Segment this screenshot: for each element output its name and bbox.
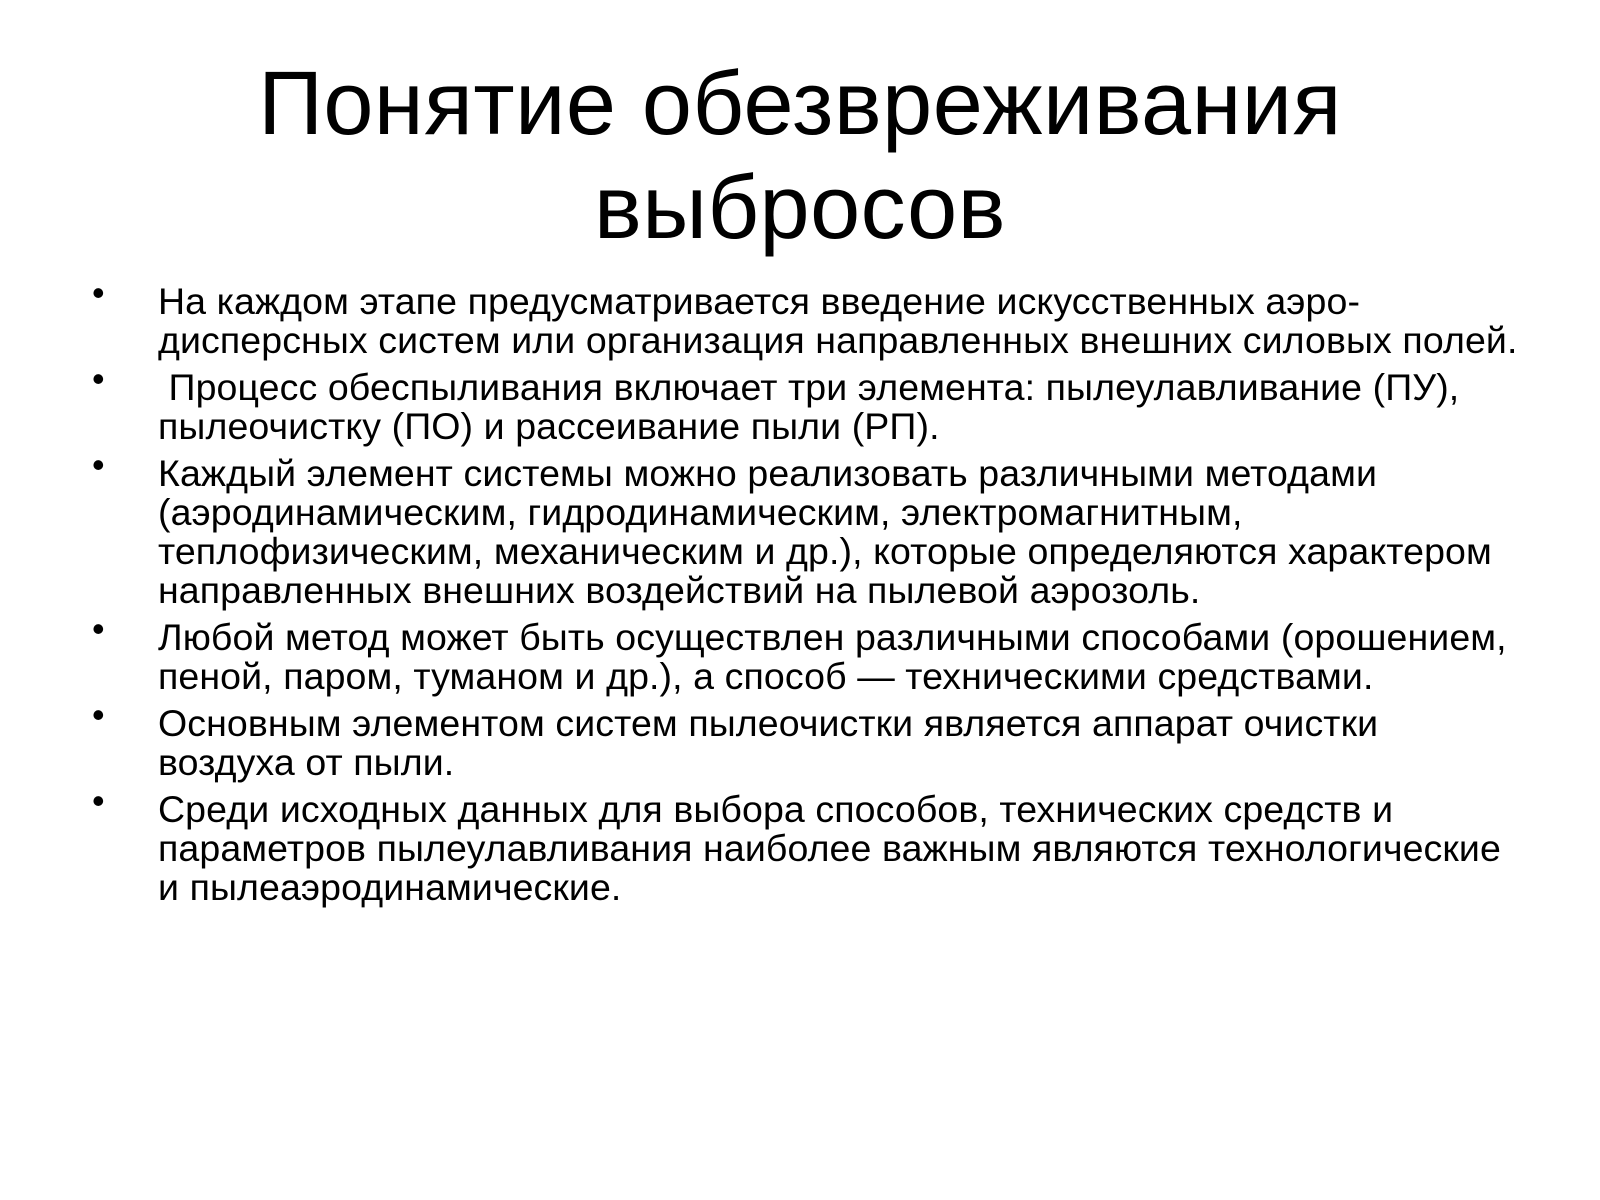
bullet-dot-icon: • [92, 780, 105, 821]
bullet-text: Каждый элемент системы можно реализовать различными методами (аэродинамическим, гидродинамическим, электромагнитным, теплофизическим, механическим и др.), которые определяются характером направленных внешних воздействий на пылевой аэрозоль. [158, 452, 1492, 611]
bullet-item [92, 272, 1522, 361]
bullet-text: Процесс обеспыливания включает три элемента: пылеулавливание (ПУ), пылеочистку (ПО) и рассеивание пыли (РП). [158, 366, 1470, 447]
bullet-text: Основным элементом систем пылеочистки является аппарат очистки воздуха от пыли. [158, 702, 1379, 783]
bullet-item [92, 358, 1522, 447]
bullet-text: На каждом этапе предусматривается введение искусственных аэро-дисперсных систем или организация направленных внешних силовых полей. [158, 280, 1518, 361]
bullet-dot-icon: • [92, 694, 105, 735]
bullet-item [92, 444, 1522, 611]
bullet-dot-icon: • [92, 272, 105, 313]
bullet-dot-icon: • [92, 358, 105, 399]
bullet-dot-icon: • [92, 444, 105, 485]
bullet-item [92, 608, 1522, 697]
bullet-text: Среди исходных данных для выбора способов, технических средств и параметров пылеулавливания наиболее важным являются технологические и пылеаэродинамические. [158, 788, 1501, 908]
slide-title: Понятие обезвреживания выбросов [258, 54, 1342, 258]
bullet-text: Любой метод может быть осуществлен различными способами (орошением, пеной, паром, туманом и др.), а способ — техническими средствами. [158, 616, 1507, 697]
bullet-list [92, 272, 1522, 915]
bullet-item [92, 780, 1522, 908]
bullet-item [92, 694, 1522, 783]
bullet-dot-icon: • [92, 608, 105, 649]
